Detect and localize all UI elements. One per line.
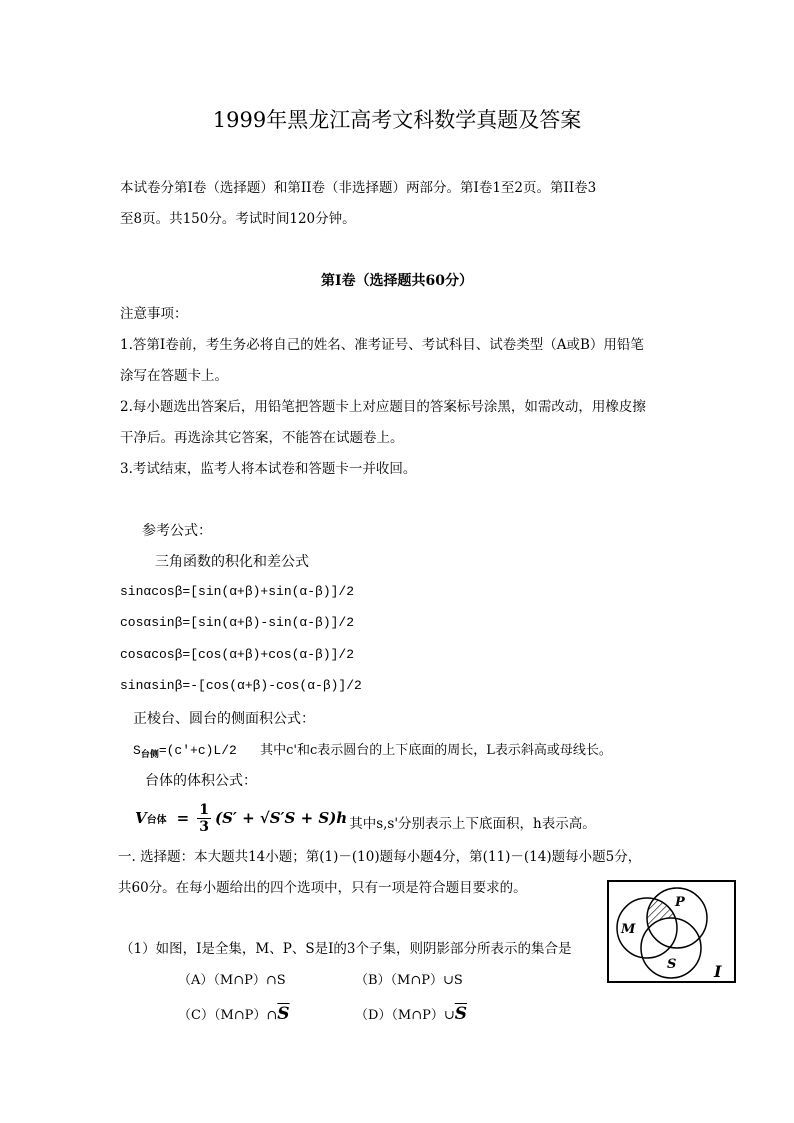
venn-diagram [607,880,737,984]
question-1-option-a: （A）（M∩P）∩S [178,973,286,988]
volume-heading: 台体的体积公式： [145,773,257,789]
question-1-option-c [178,1004,290,1024]
notice-item-3: 3.考试结束，监考人将本试卷和答题卡一并收回。 [120,461,417,477]
question-1-option-b: （B）（M∩P）∪S [355,973,463,988]
fraction-denominator: 3 [199,818,209,835]
lateral-formula: =(c'+c)L/2 [158,743,237,758]
volume-subscript: 台体 [146,814,167,826]
notice-heading: 注意事项： [120,306,188,322]
lateral-heading: 正棱台、圆台的侧面积公式： [133,711,315,727]
s-complement-c: $\overline{S}$ [277,1004,290,1024]
label-m: M [621,922,636,937]
lateral-S: S [133,743,141,758]
option-d-text: （D）（M∩P）∪ [355,1008,455,1023]
lateral-subscript: 台侧 [140,750,159,760]
part1-line-2: 共60分。在每小题给出的四个选项中，只有一项是符合题目要求的。 [118,880,527,896]
page-title: 1999年黑龙江高考文科数学真题及答案 [212,108,582,132]
trig-formula-3: cosαcosβ=[cos(α+β)+cos(α-β)]/2 [120,647,355,662]
label-p: P [675,895,685,910]
volume-note: 其中s,s'分别表示上下底面积，h表示高。 [349,816,596,832]
volume-expression: (S′ + √S′S + S)h [214,809,348,827]
intro-line-1: 本试卷分第Ⅰ卷（选择题）和第II卷（非选择题）两部分。第Ⅰ卷1至2页。第II卷3 [120,180,597,196]
section-heading: 第Ⅰ卷（选择题共60分） [320,273,474,289]
volume-V: V [135,809,147,827]
notice-item-1-line-1: 1.答第Ⅰ卷前，考生务必将自己的姓名、准考证号、考试科目、试卷类型（A或B）用铅笔 [120,337,644,353]
intro-line-2: 至8页。共150分。考试时间120分钟。 [120,211,356,227]
volume-formula-line [135,800,596,836]
reference-heading: 参考公式： [142,523,212,539]
trig-formula-1: sinαcosβ=[sin(α+β)+sin(α-β)]/2 [120,584,355,599]
label-s: S [667,957,677,972]
part1-line-1: 一. 选择题：本大题共14小题；第(1)－(10)题每小题4分，第(11)－(14)题每小题5分， [118,849,642,865]
notice-item-1-line-2: 涂写在答题卡上。 [120,368,228,384]
lateral-note: 其中c'和c表示圆台的上下底面的周长，L表示斜高或母线长。 [260,743,612,758]
fraction-numerator: 1 [199,801,209,818]
option-c-text: （C）（M∩P）∩ [178,1008,278,1023]
s-complement-d: $\overline{S}$ [454,1004,468,1024]
volume-equals: = [176,809,190,827]
notice-item-2-line-1: 2.每小题选出答案后，用铅笔把答题卡上对应题目的答案标号涂黑，如需改动，用橡皮擦 [120,399,646,415]
lateral-formula-line [133,739,612,760]
trig-formula-2: cosαsinβ=[sin(α+β)-sin(α-β)]/2 [120,615,355,630]
question-1-option-d [355,1004,467,1024]
notice-item-2-line-2: 干净后。再选涂其它答案，不能答在试题卷上。 [120,430,404,446]
label-i: I [714,962,722,981]
question-1-stem: （1）如图，I是全集，M、P、S是I的3个子集，则阴影部分所表示的集合是 [120,941,572,957]
trig-formula-4: sinαsinβ=-[cos(α+β)-cos(α-β)]/2 [120,678,362,693]
volume-fraction [197,802,211,835]
trig-heading: 三角函数的积化和差公式 [155,554,309,570]
